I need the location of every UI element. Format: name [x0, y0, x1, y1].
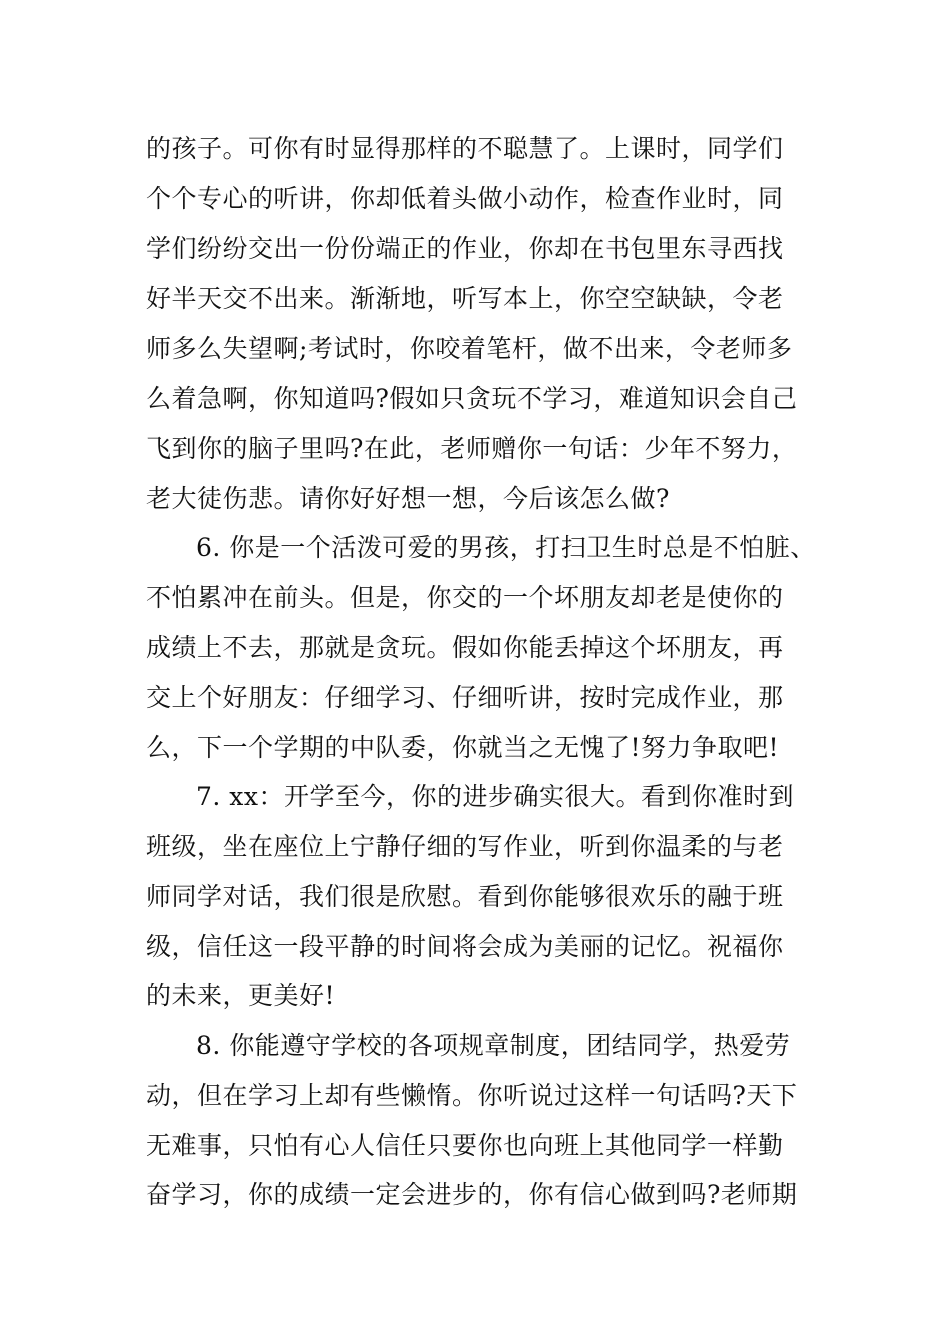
- paragraph-8-first-line: 8. 你能遵守学校的各项规章制度，团结同学，热爱劳: [196, 1031, 791, 1060]
- text-line: 么着急啊，你知道吗?假如只贪玩不学习，难道知识会自己: [146, 384, 798, 413]
- text-line: 不怕累冲在前头。但是，你交的一个坏朋友却老是使你的: [146, 583, 784, 612]
- text-line: 师同学对话，我们很是欣慰。看到你能够很欢乐的融于班: [146, 882, 784, 911]
- paragraph-6-first-line: 6. 你是一个活泼可爱的男孩，打扫卫生时总是不怕脏、: [196, 533, 816, 562]
- text-line: 学们纷纷交出一份份端正的作业，你却在书包里东寻西找: [146, 234, 784, 263]
- text-line: 么，下一个学期的中队委，你就当之无愧了!努力争取吧!: [146, 733, 780, 762]
- text-line: 飞到你的脑子里吗?在此，老师赠你一句话：少年不努力，: [146, 434, 798, 463]
- text-line: 交上个好朋友：仔细学习、仔细听讲，按时完成作业，那: [146, 683, 784, 712]
- text-line: 奋学习，你的成绩一定会进步的，你有信心做到吗?老师期: [146, 1180, 798, 1209]
- paragraph-7-first-line: 7. xx：开学至今，你的进步确实很大。看到你准时到: [196, 782, 794, 811]
- text-line: 成绩上不去，那就是贪玩。假如你能丢掉这个坏朋友，再: [146, 633, 784, 662]
- text-line: 好半天交不出来。渐渐地，听写本上，你空空缺缺，令老: [146, 284, 784, 313]
- text-line: 动，但在学习上却有些懒惰。你听说过这样一句话吗?天下: [146, 1081, 798, 1110]
- text-line: 无难事，只怕有心人信任只要你也向班上其他同学一样勤: [146, 1131, 784, 1160]
- text-line: 的未来，更美好!: [146, 981, 336, 1010]
- text-line: 个个专心的听讲，你却低着头做小动作，检查作业时，同: [146, 184, 784, 213]
- text-line: 级，信任这一段平静的时间将会成为美丽的记忆。祝福你: [146, 932, 784, 961]
- text-line: 的孩子。可你有时显得那样的不聪慧了。上课时，同学们: [146, 134, 784, 163]
- text-line: 班级，坐在座位上宁静仔细的写作业，听到你温柔的与老: [146, 832, 784, 861]
- text-line: 老大徒伤悲。请你好好想一想，今后该怎么做?: [146, 484, 670, 513]
- text-line: 师多么失望啊;考试时，你咬着笔杆，做不出来，令老师多: [146, 334, 793, 363]
